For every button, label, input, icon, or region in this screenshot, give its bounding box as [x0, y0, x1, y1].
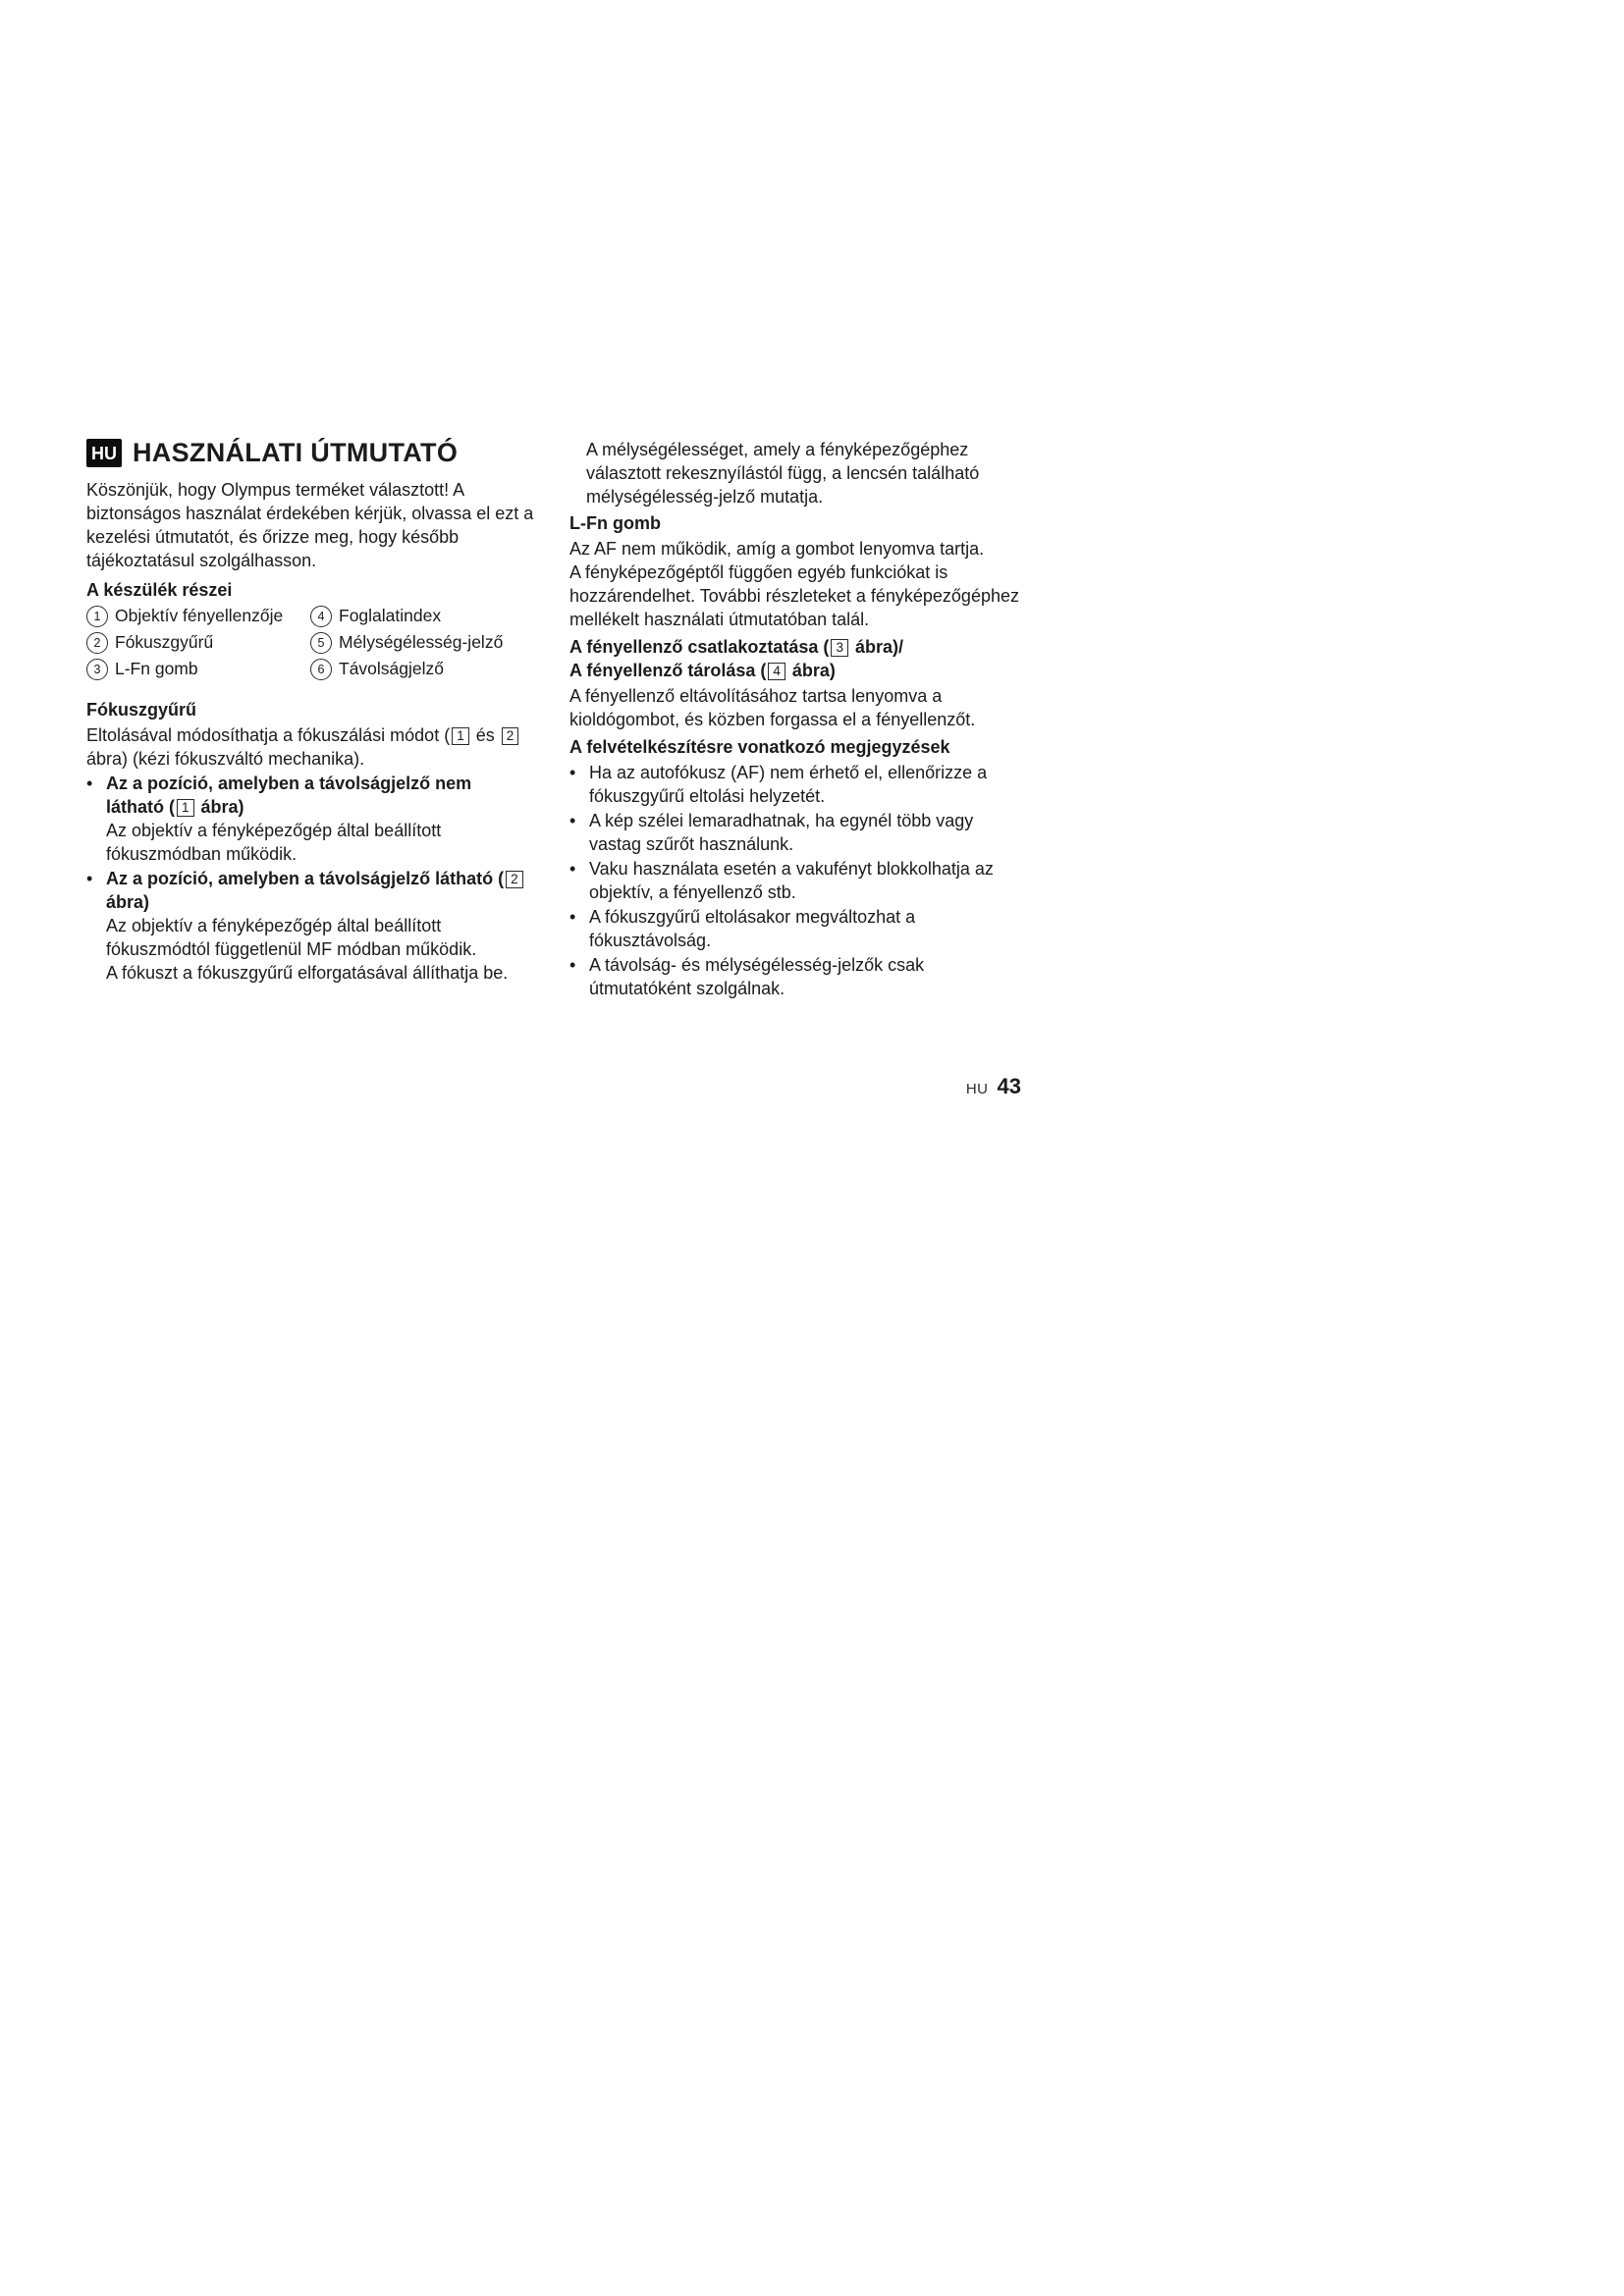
part-label-1: Objektív fényellenzője — [115, 606, 284, 625]
figure-box-2: 2 — [502, 727, 519, 745]
language-badge: HU — [86, 439, 122, 467]
parts-list — [86, 605, 534, 680]
focus-bullet-1 — [86, 772, 534, 866]
text-segment: ábra) — [195, 797, 244, 817]
part-item-2 — [86, 631, 304, 654]
note-bullet-2 — [569, 809, 1021, 856]
figure-box-4: 4 — [768, 663, 785, 680]
text-segment: ábra) — [786, 661, 836, 680]
bullet-title — [106, 867, 534, 914]
page-footer — [86, 1074, 1021, 1099]
lfn-paragraph-1: Az AF nem működik, amíg a gombot lenyomva tartja. — [569, 539, 985, 559]
left-column — [86, 438, 534, 1000]
text-segment: és — [470, 725, 500, 745]
focus-ring-heading: Fókuszgyűrű — [86, 700, 197, 720]
circled-number-5: 5 — [310, 632, 332, 654]
note-text: A távolság- és mélységélesség-jelzők csak útmutatóként szolgálnak. — [589, 955, 925, 998]
part-label-5: Mélységélesség-jelző — [339, 632, 504, 652]
text-segment: Eltolásával módosíthatja a fókuszálási módot ( — [86, 725, 451, 745]
text-segment: A fényellenző csatlakoztatása ( — [569, 637, 830, 657]
text-segment: ábra)/ — [849, 637, 903, 657]
text-segment: ábra) (kézi fókuszváltó mechanika). — [86, 749, 365, 769]
page-content — [86, 438, 1021, 1000]
figure-box-3: 3 — [831, 639, 848, 657]
note-bullet-4 — [569, 905, 1021, 952]
bullet-body — [106, 772, 534, 866]
footer-page-number: 43 — [997, 1074, 1021, 1098]
parts-heading: A készülék részei — [86, 580, 233, 600]
note-text: Ha az autofókusz (AF) nem érhető el, ellenőrizze a fókuszgyűrű eltolási helyzetét. — [589, 763, 988, 806]
part-label-4: Foglalatindex — [339, 606, 442, 625]
section-title-row — [86, 438, 534, 468]
depth-of-field-paragraph: A mélységélességet, amely a fényképezőgéphez választott rekesznyílástól függ, a lencsén található mélységélesség-jelző mutatja. — [586, 440, 980, 507]
bullet-text-2: A fókuszt a fókuszgyűrű elforgatásával állíthatja be. — [106, 963, 509, 983]
part-item-1 — [86, 605, 304, 627]
note-text: Vaku használata esetén a vakufényt blokkolhatja az objektív, a fényellenző stb. — [589, 859, 994, 902]
note-text: A kép szélei lemaradhatnak, ha egynél több vagy vastag szűrőt használunk. — [589, 811, 974, 854]
circled-number-3: 3 — [86, 659, 108, 680]
text-segment: ábra) — [106, 892, 150, 912]
bullet-marker: • — [569, 955, 576, 975]
hood-store-heading — [569, 659, 1021, 682]
bullet-text: Az objektív a fényképezőgép által beállított fókuszmódban működik. — [106, 821, 442, 864]
note-text: A fókuszgyűrű eltolásakor megváltozhat a fókusztávolság. — [589, 907, 916, 950]
bullet-marker: • — [86, 869, 93, 888]
hood-paragraph: A fényellenző eltávolításához tartsa lenyomva a kioldógombot, és közben forgassa el a fényellenzőt. — [569, 686, 976, 729]
bullet-marker: • — [569, 811, 576, 830]
circled-number-2: 2 — [86, 632, 108, 654]
intro-paragraph: Köszönjük, hogy Olympus terméket választott! A biztonságos használat érdekében kérjük, olvassa el ezt a kezelési útmutatót, és őrizze meg, hogy később tájékoztatásul szolgálhasson. — [86, 480, 534, 570]
figure-box-1: 1 — [177, 799, 194, 817]
note-bullet-1 — [569, 761, 1021, 808]
bullet-marker: • — [569, 763, 576, 782]
figure-box-2: 2 — [506, 871, 523, 888]
part-item-6 — [310, 658, 534, 680]
bullet-text: Az objektív a fényképezőgép által beállított fókuszmódtól függetlenül MF módban működik. — [106, 916, 477, 959]
part-label-3: L-Fn gomb — [115, 659, 198, 678]
right-column — [569, 438, 1021, 1000]
circled-number-6: 6 — [310, 659, 332, 680]
bullet-marker: • — [569, 859, 576, 879]
part-item-3 — [86, 658, 304, 680]
lfn-paragraph-2: A fényképezőgéptől függően egyéb funkciókat is hozzárendelhet. További részleteket a fényképezőgéphez mellékelt használati útmutatóban talál. — [569, 562, 1019, 629]
bullet-marker: • — [86, 774, 93, 793]
note-bullet-5 — [569, 953, 1021, 1000]
page-title: HASZNÁLATI ÚTMUTATÓ — [133, 438, 459, 467]
text-segment: A fényellenző tárolása ( — [569, 661, 767, 680]
bullet-marker: • — [569, 907, 576, 927]
circled-number-1: 1 — [86, 606, 108, 627]
text-segment: Az a pozíció, amelyben a távolságjelző nem látható ( — [106, 774, 472, 817]
part-label-2: Fókuszgyűrű — [115, 632, 214, 652]
note-bullet-3 — [569, 857, 1021, 904]
text-segment: Az a pozíció, amelyben a távolságjelző látható ( — [106, 869, 505, 888]
focus-bullet-2 — [86, 867, 534, 985]
lfn-heading: L-Fn gomb — [569, 513, 661, 533]
circled-number-4: 4 — [310, 606, 332, 627]
part-item-5 — [310, 631, 534, 654]
bullet-body — [106, 867, 534, 985]
bullet-title — [106, 772, 534, 819]
part-label-6: Távolságjelző — [339, 659, 444, 678]
notes-heading: A felvételkészítésre vonatkozó megjegyzések — [569, 737, 950, 757]
figure-box-1: 1 — [452, 727, 469, 745]
focus-ring-intro — [86, 723, 534, 771]
part-item-4 — [310, 605, 534, 627]
hood-attach-heading — [569, 635, 1021, 659]
footer-language: HU — [965, 1081, 989, 1097]
